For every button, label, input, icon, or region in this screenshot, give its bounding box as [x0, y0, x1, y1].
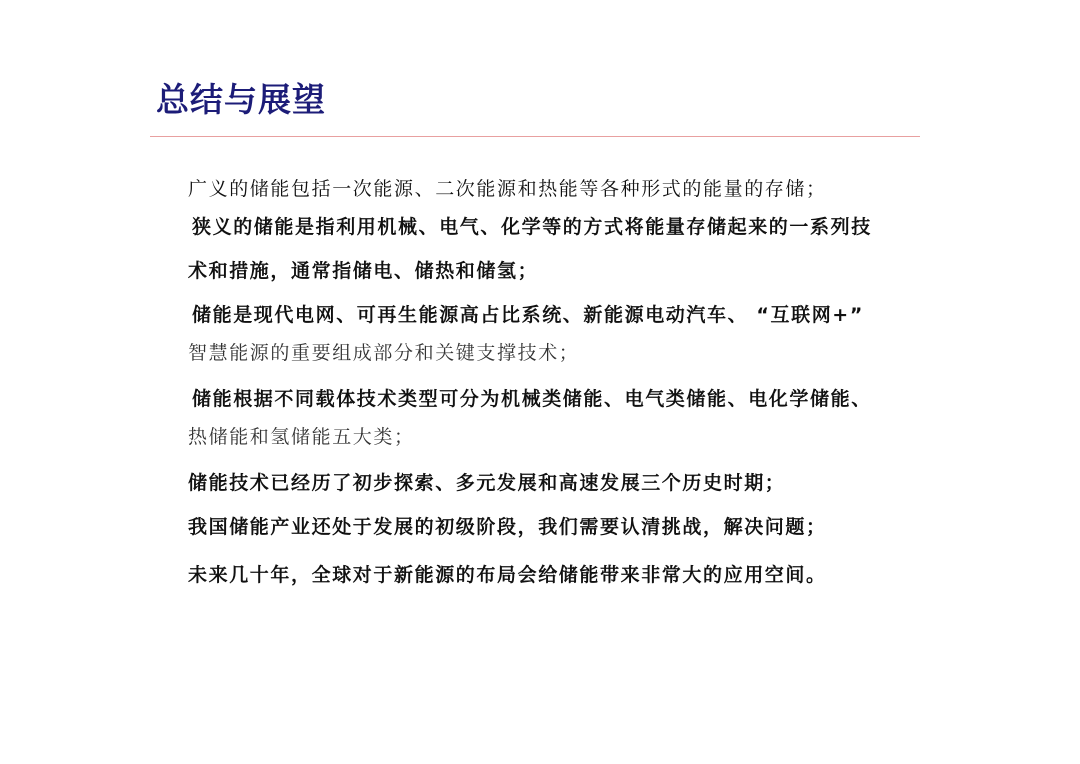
- body-line-history: 储能技术已经历了初步探索、多元发展和高速发展三个历史时期；: [188, 472, 786, 494]
- slide-title: 总结与展望: [156, 80, 326, 119]
- body-line-narrow-definition: 狭义的储能是指利用机械、电气、化学等的方式将能量存储起来的一系列技: [192, 216, 872, 238]
- body-line-broad-definition: 广义的储能包括一次能源、二次能源和热能等各种形式的能量的存储；: [188, 178, 827, 200]
- body-line-categories-cont: 热储能和氢储能五大类；: [188, 426, 415, 448]
- body-line-key-component-cont: 智慧能源的重要组成部分和关键支撑技术；: [188, 342, 580, 364]
- body-line-narrow-definition-cont: 术和措施，通常指储电、储热和储氢；: [188, 260, 539, 282]
- body-line-challenges: 我国储能产业还处于发展的初级阶段，我们需要认清挑战，解决问题；: [188, 516, 827, 538]
- body-line-outlook: 未来几十年，全球对于新能源的布局会给储能带来非常大的应用空间。: [188, 564, 827, 586]
- body-line-categories: 储能根据不同载体技术类型可分为机械类储能、电气类储能、电化学储能、: [192, 388, 872, 410]
- body-line-key-component: 储能是现代电网、可再生能源高占比系统、新能源电动汽车、 “互联网+”: [192, 304, 864, 326]
